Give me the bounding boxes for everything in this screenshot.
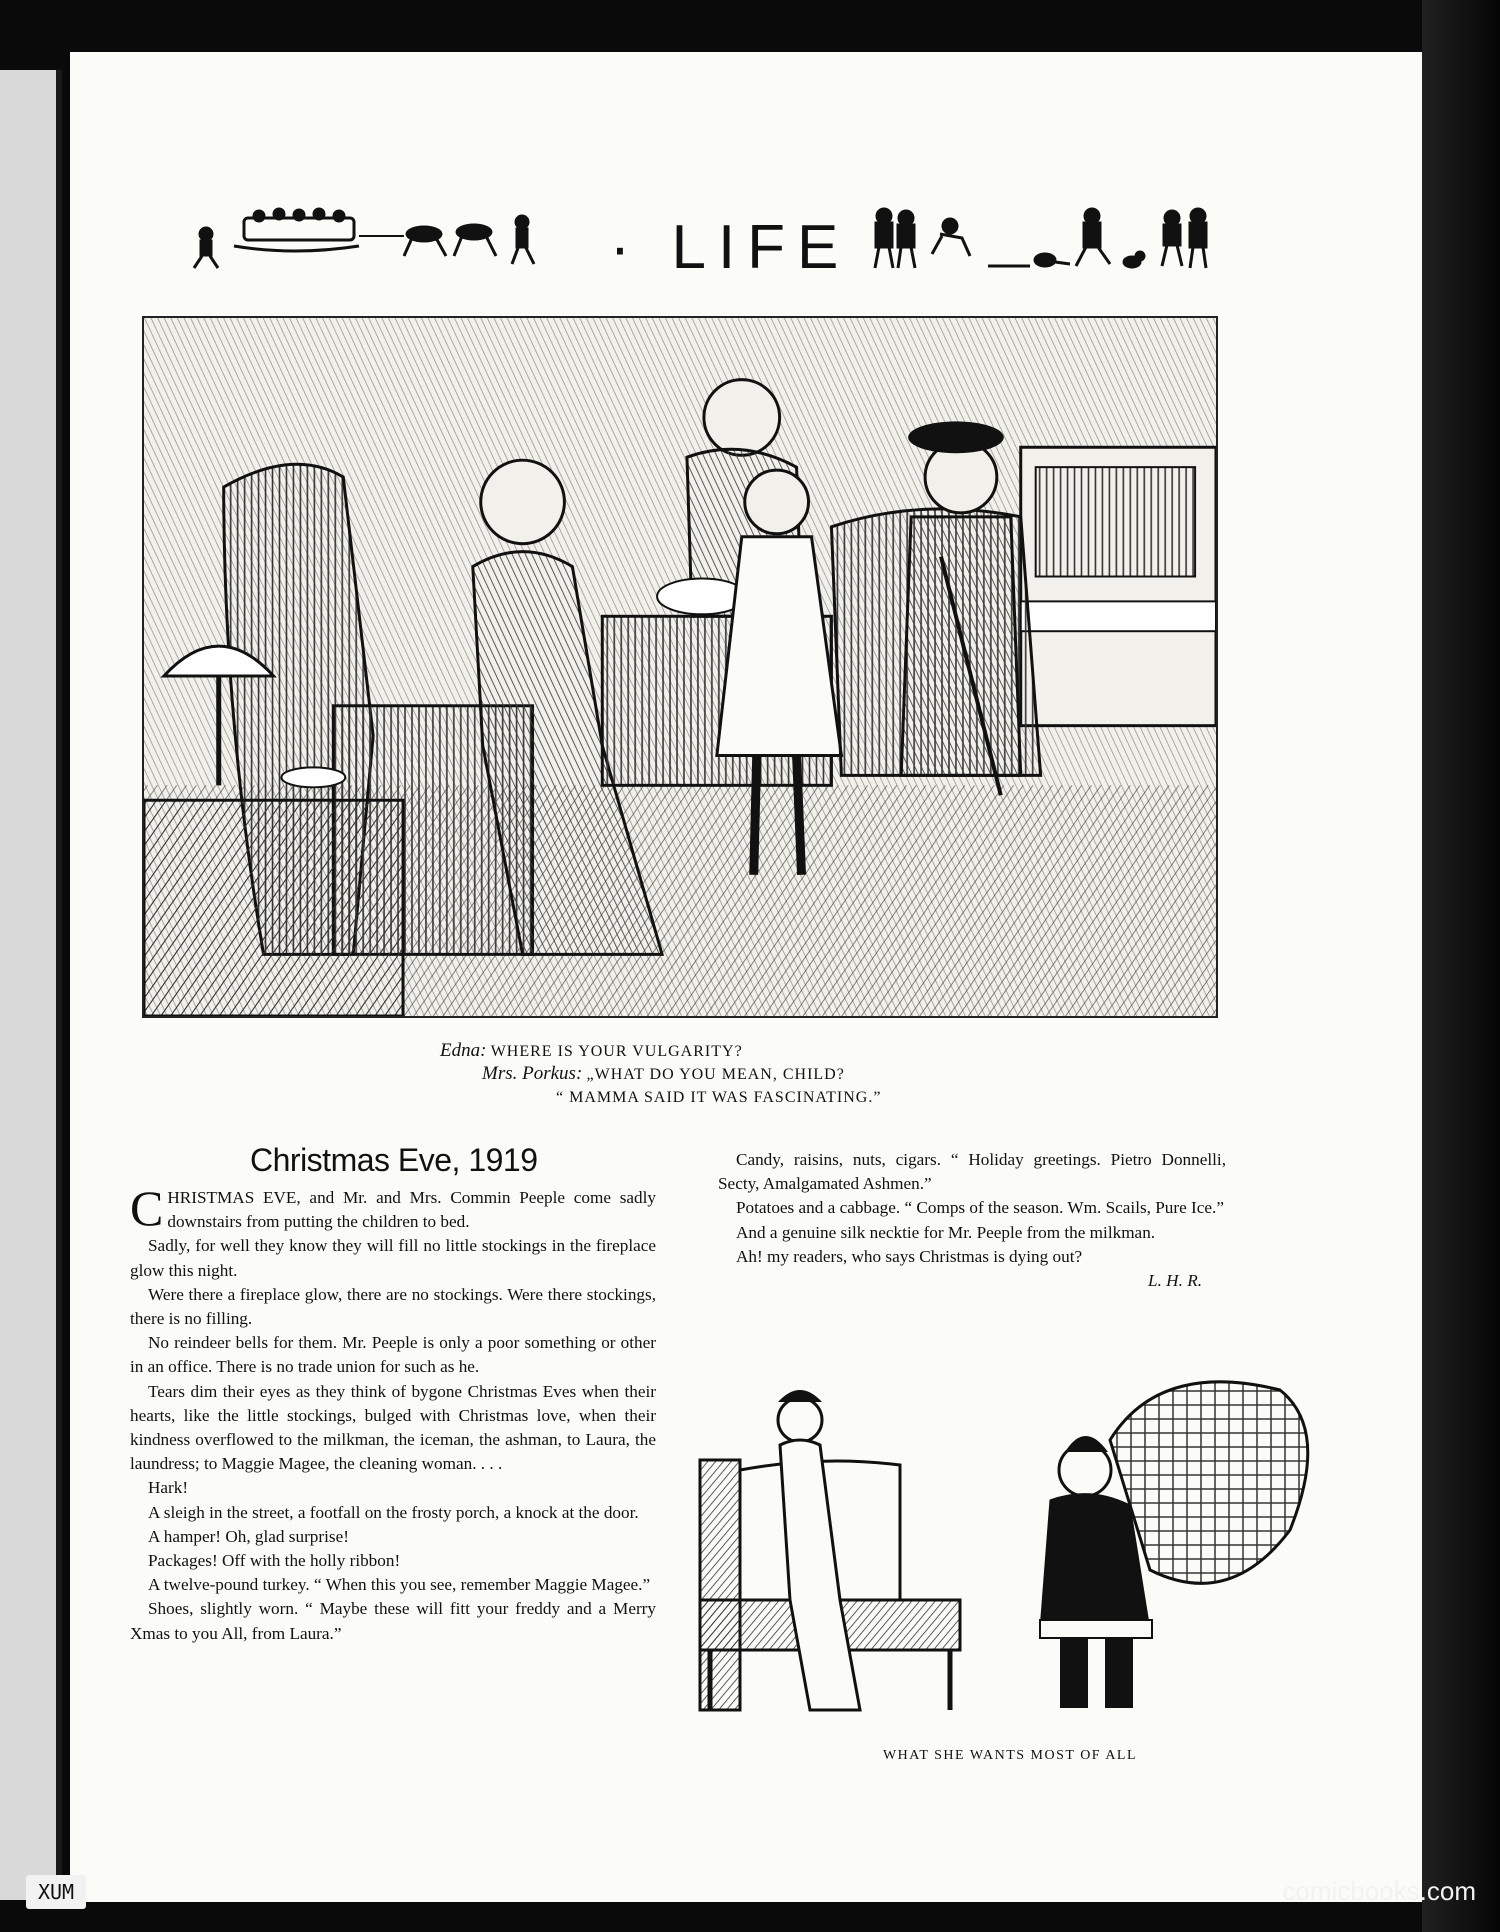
lower-illustrations [690,1370,1340,1740]
drop-cap: C [130,1180,164,1236]
article-title: Christmas Eve, 1919 [250,1142,538,1178]
archive-label: XUM [26,1875,86,1909]
illustration-caption [440,1040,1060,1109]
caption-speaker: Mrs. Porkus: [482,1063,583,1084]
article-paragraph: Shoes, slightly worn. “ Maybe these will fitt your freddy and a Merry Xmas to you All, from Laura.” [130,1599,656,1643]
article-paragraph: Tears dim their eyes as they think of bygone Christmas Eves when their hearts, like the little stockings, bulged with Christmas love, when their kindness overflowed to the milkman, the iceman, the ashman, to Laura, the laundress; to Maggie Magee, the cleaning woman. . . . [130,1381,656,1474]
article-paragraph: Candy, raisins, nuts, cigars. “ Holiday greetings. Pietro Donnelli, Secty, Amalgamated Ashmen.” [718,1150,1226,1194]
caption-line [440,1063,1060,1086]
sleigh-vignette-illustration [184,206,544,276]
article-paragraph: Hark! [148,1478,189,1498]
caption-dialogue: WHERE IS YOUR VULGARITY? [490,1043,743,1060]
article-paragraph [130,1180,656,1236]
caption-dialogue: „WHAT DO YOU MEAN, CHILD? [586,1066,845,1083]
article-paragraph: Were there a fireplace glow, there are no stockings. Were there stockings, there is no filling. [130,1284,656,1329]
article-paragraph: Packages! Off with the holly ribbon! [148,1551,401,1571]
masthead [110,156,1210,296]
caption-dialogue: “ MAMMA SAID IT WAS FASCINATING.” [556,1089,882,1106]
santa-with-sack-illustration [1040,1382,1308,1708]
article-paragraph: Potatoes and a cabbage. “ Comps of the season. Wm. Scails, Pure Ice.” [736,1198,1224,1218]
left-page-edge [0,70,62,1900]
caption-line [440,1040,1060,1063]
paragraph-text: HRISTMAS EVE, and Mr. and Mrs. Commin Peeple come sadly downstairs from putting the children to bed. [167,1188,656,1232]
masthead-title: · LIFE [609,213,851,282]
article-paragraph: Sadly, for well they know they will fill no little stockings in the fireplace glow this night. [130,1236,656,1280]
lower-illustration-caption: WHAT SHE WANTS MOST OF ALL [882,1748,1138,1763]
site-watermark: comicbooks.com [1282,1876,1476,1906]
article-column-left [130,1180,656,1646]
woman-on-sofa-illustration [700,1390,960,1710]
article-signature: L. H. R. [1148,1271,1202,1291]
caption-speaker: Edna: [440,1040,487,1061]
article-paragraph: Ah! my readers, who says Christmas is dying out? [736,1246,1083,1266]
figures-vignette-illustration [870,206,1210,276]
article-paragraph: No reindeer bells for them. Mr. Peeple is only a poor something or other in an office. There is no trade union for such as he. [130,1333,656,1377]
article-column-right [718,1148,1226,1293]
article-paragraph: And a genuine silk necktie for Mr. Peeple from the milkman. [736,1222,1156,1242]
parlor-scene-illustration [142,316,1218,1018]
article-paragraph: A sleigh in the street, a footfall on the frosty porch, a knock at the door. [148,1502,639,1522]
article-paragraph: A hamper! Oh, glad surprise! [148,1526,349,1546]
scan-shadow [1422,0,1500,1932]
article-paragraph: A twelve-pound turkey. “ When this you see, remember Maggie Magee.” [148,1575,651,1595]
caption-line [440,1086,1060,1109]
